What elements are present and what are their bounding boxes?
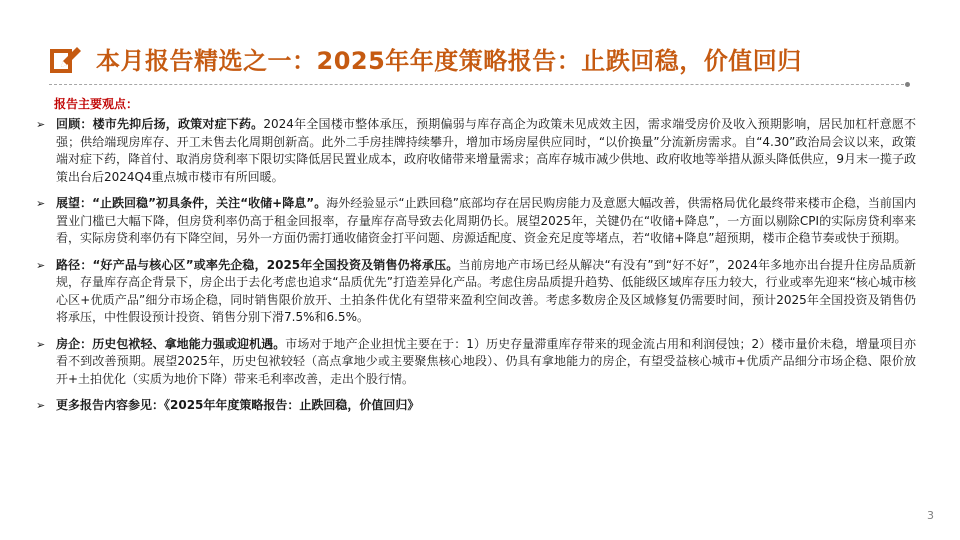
arrow-right-icon: ➢ (36, 258, 46, 272)
page-number: 3 (927, 509, 934, 522)
arrow-right-icon: ➢ (36, 399, 46, 412)
bullet-path (36, 257, 916, 327)
page-title: 本月报告精选之一：2025年年度策略报告：止跌回稳，价值回归 (96, 47, 802, 75)
bullet-body: 当前房地产市场已经从解决“有没有”到“好不好”，2024年多地亦出台提升住房品质新规，存量库存高企背景下，房企出于去化考虑也追求“品质优先”打造差异化产品。考虑住房品质提升趋势、低能级区域库存压力较大，行业或率先迎来“核心城市核心区+优质产品”细分市场企稳，同时销售限价放开、土拍条件优化有望带来盈利空间改善。考虑多数房企及区域修复仍需要时间，预计2025年全国投资及销售仍将承压，中性假设预计投资、销售分别下滑7.5%和6.5%。 (56, 257, 916, 324)
bullet-list (36, 116, 916, 424)
bullet-body: 2024年全国楼市整体承压，预期偏弱与库存高企为政策未见成效主因，需求端受房价及收入预期影响，居民加杠杆意愿不强；供给端现房库存、开工未售去化周期创新高。此外二手房挂牌持续攀升，增加市场房屋供应同时，“以价换量”分流新房需求。自“4.30”政治局会议以来，政策端对症下药，降首付、取消房贷利率下限切实降低居民置业成本，政府收储带来增量需求；高库存城市减少供地、政府收地等举措从源头降低供应，9月末一揽子政策出台后2024Q4重点城市楼市有所回暖。 (56, 117, 916, 184)
arrow-right-icon: ➢ (36, 197, 46, 210)
bullet-lead: 更多报告内容参见：《2025年年度策略报告：止跌回稳，价值回归》 (56, 398, 420, 412)
divider-end-dot (905, 82, 910, 87)
title-divider (49, 84, 909, 85)
section-heading: 报告主要观点： (54, 97, 139, 111)
bullet-body: 海外经验显示“止跌回稳”底部均存在居民购房能力及意愿大幅改善，供需格局优化最终带来楼市企稳，当前国内置业门槛已大幅下降，但房贷利率仍高于租金回报率，存量库存高导致去化周期仍长。展望2025年，关键仍在“收储+降息”，一方面以剔除CPI的实际房贷利率来看，实际房贷利率仍有下降空间，另外一方面仍需打通收储资金打平问题、房源适配度、资金充足度等堵点，若“收储+降息”超预期，楼市企稳节奏或快于预期。 (56, 196, 916, 245)
bullet-lead: 房企：历史包袱轻、拿地能力强或迎机遇。 (56, 336, 286, 351)
pencil-notepad-icon (49, 47, 81, 75)
bullet-more-reports (36, 397, 916, 415)
bullet-review (36, 116, 916, 186)
arrow-right-icon: ➢ (36, 337, 46, 351)
bullet-outlook (36, 195, 916, 248)
bullet-lead: 回顾：楼市先抑后扬，政策对症下药。 (56, 117, 264, 131)
arrow-right-icon: ➢ (36, 118, 46, 131)
bullet-body: 市场对于地产企业担忧主要在于：1）历史存量滞重库存带来的现金流占用和利润侵蚀；2）楼市量价未稳，增量项目亦看不到改善预期。展望2025年，历史包袱较轻（高点拿地少或主要聚焦核心地段）、仍具有拿地能力的房企，有望受益核心城市+优质产品细分市场企稳、限价放开+土拍优化（实质为地价下降）带来毛利率改善，走出个股行情。 (56, 336, 916, 386)
bullet-lead: 展望：“止跌回稳”初具条件，关注“收储+降息”。 (56, 196, 327, 210)
bullet-developers (36, 336, 916, 389)
bullet-lead: 路径：“好产品与核心区”或率先企稳，2025年全国投资及销售仍将承压。 (56, 257, 459, 272)
